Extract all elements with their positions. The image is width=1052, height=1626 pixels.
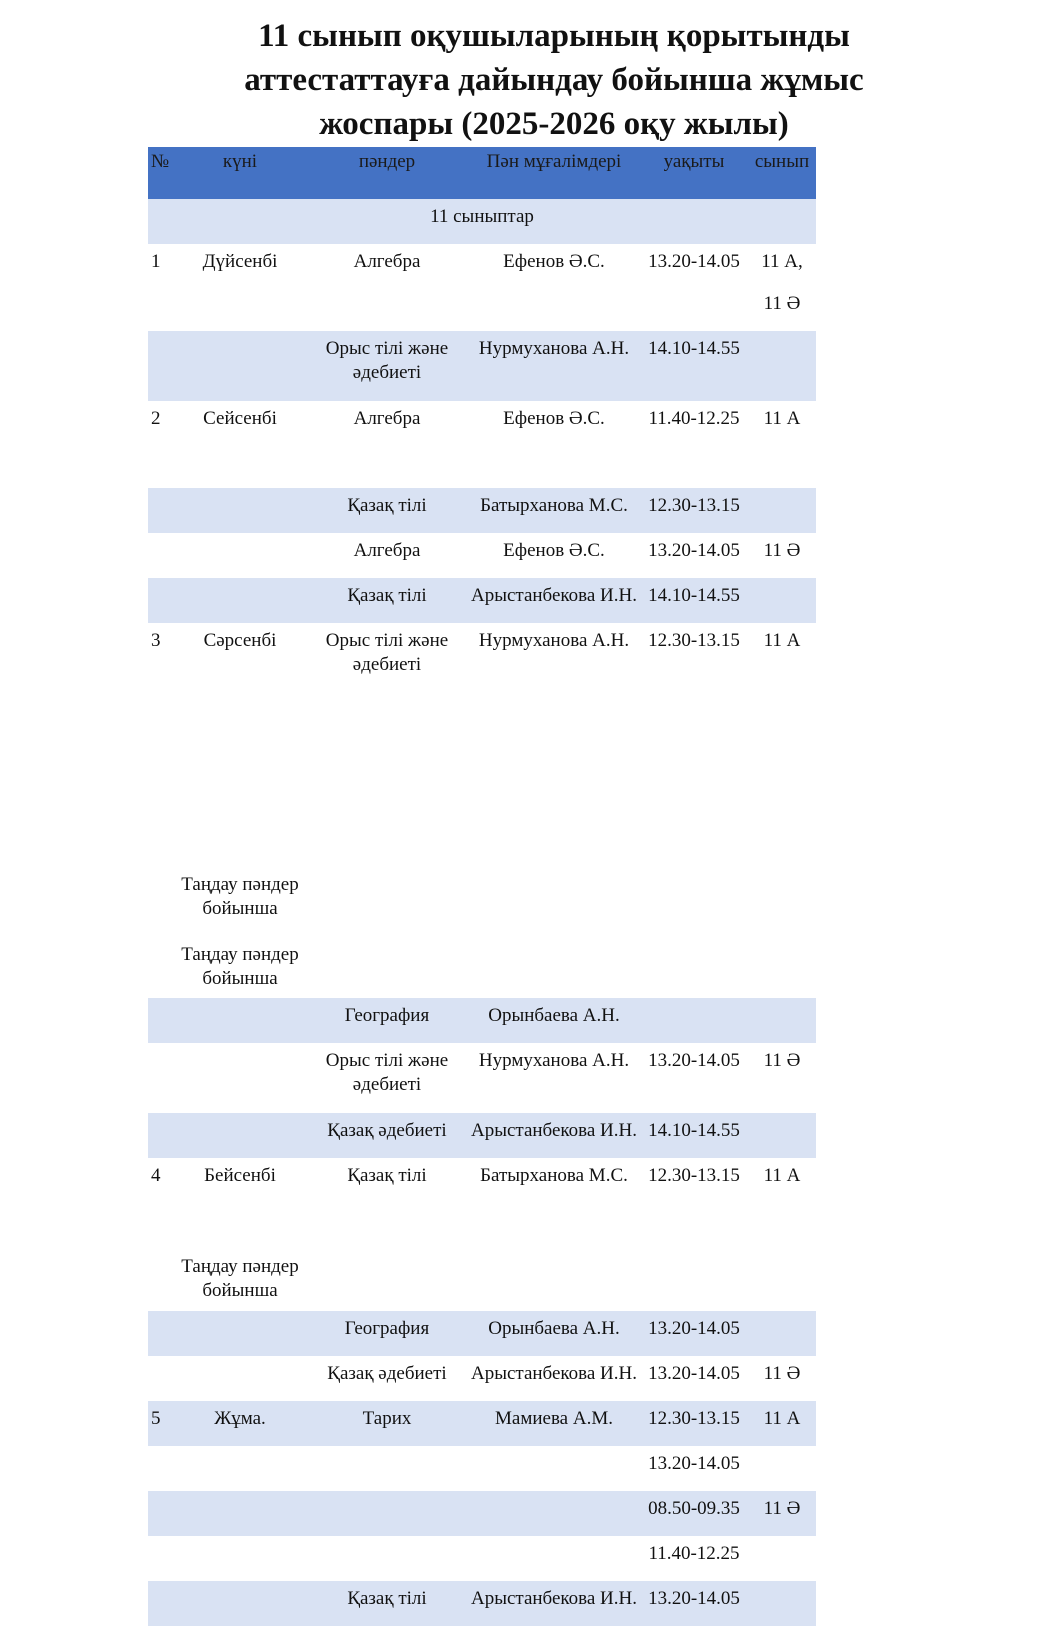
cell-teacher: Орынбаева А.Н. (488, 1005, 620, 1026)
cell-class: 11 А, (761, 251, 803, 272)
cell-teacher: Орынбаева А.Н. (488, 1318, 620, 1339)
cell-subject: Орыс тілі және әдебиеті (325, 338, 449, 383)
cell-subject: Алгебра (353, 408, 421, 429)
cell-teacher: Нурмуханова А.Н. (478, 338, 630, 359)
title-line-2: аттестаттауға дайындау бойынша жұмыс (244, 62, 864, 98)
header-class: сынып (754, 151, 810, 172)
header-num: № (151, 151, 170, 172)
cell-day: Таңдау пәндер бойынша (181, 944, 299, 989)
cell-class: 11 А (763, 1408, 801, 1429)
header-day: күні (222, 151, 258, 172)
table-row (148, 488, 816, 533)
cell-class: 11 Ә (763, 1498, 801, 1519)
table-row (148, 578, 816, 623)
cell-subject: География (344, 1318, 430, 1339)
title-line-1: 11 сынып оқушыларының қорытынды (258, 18, 850, 54)
cell-time: 11.40-12.25 (648, 1543, 740, 1564)
cell-time: 13.20-14.05 (648, 1318, 740, 1339)
table-row (148, 1581, 816, 1626)
cell-class: 11 Ә (763, 540, 801, 561)
cell-subject: Қазақ әдебиеті (327, 1120, 447, 1141)
cell-day: Жұма. (214, 1408, 266, 1429)
cell-subject: Алгебра (353, 251, 421, 272)
table-row (148, 1536, 816, 1581)
table-row (148, 1446, 816, 1491)
cell-time: 13.20-14.05 (648, 1363, 740, 1384)
header-teacher: Пән мұғалімдері (486, 151, 622, 172)
cell-subject: Қазақ тілі (347, 495, 427, 516)
cell-teacher: Арыстанбекова И.Н. (470, 1120, 638, 1141)
cell-teacher: Нурмуханова А.Н. (478, 630, 630, 651)
cell-class: 11 А (763, 1165, 801, 1186)
cell-class: 11 Ә (763, 1050, 801, 1071)
cell-teacher: Ефенов Ә.С. (503, 251, 605, 272)
table-row (148, 1311, 816, 1356)
cell-teacher: Арыстанбекова И.Н. (470, 1588, 638, 1609)
cell-subject: География (344, 1005, 430, 1026)
cell-time: 13.20-14.05 (648, 1453, 740, 1474)
cell-time: 14.10-14.55 (648, 338, 740, 359)
table-row (148, 998, 816, 1043)
table-row (148, 1401, 816, 1446)
cell-class: 11 А (763, 630, 801, 651)
cell-day: Сәрсенбі (203, 630, 277, 651)
cell-time: 12.30-13.15 (648, 1165, 740, 1186)
section-row (148, 199, 816, 244)
table-row (148, 793, 816, 943)
header-time: уақыты (663, 151, 725, 172)
table-row (148, 623, 816, 793)
table-row (148, 1356, 816, 1401)
cell-num: 4 (151, 1165, 161, 1186)
cell-num: 2 (151, 408, 161, 429)
cell-subject: Қазақ тілі (347, 585, 427, 606)
cell-teacher: Батырханова М.С. (480, 495, 628, 516)
cell-num: 5 (151, 1408, 161, 1429)
cell-time: 08.50-09.35 (648, 1498, 740, 1519)
cell-teacher: Ефенов Ә.С. (503, 540, 605, 561)
cell-day: Сейсенбі (203, 408, 277, 429)
table-row (148, 244, 816, 331)
cell-teacher: Арыстанбекова И.Н. (470, 1363, 638, 1384)
cell-subject: Қазақ тілі (347, 1165, 427, 1186)
cell-teacher: Арыстанбекова И.Н. (470, 585, 638, 606)
cell-num: 1 (151, 251, 161, 272)
cell-teacher: Батырханова М.С. (480, 1165, 628, 1186)
cell-time: 13.20-14.05 (648, 251, 740, 272)
title-line-3: жоспары (2025-2026 оқу жылы) (319, 106, 789, 142)
cell-time: 14.10-14.55 (648, 1120, 740, 1141)
cell-time: 12.30-13.15 (648, 495, 740, 516)
cell-class: 11 А (763, 408, 801, 429)
cell-time: 13.20-14.05 (648, 1050, 740, 1071)
cell-day: Таңдау пәндер бойынша (181, 874, 299, 919)
section-label: 11 сыныптар (430, 206, 534, 227)
cell-time: 13.20-14.05 (648, 540, 740, 561)
cell-teacher: Мамиева А.М. (495, 1408, 613, 1429)
cell-class: 11 Ә (763, 1363, 801, 1384)
table-row (148, 533, 816, 578)
cell-subject: Тарих (362, 1408, 412, 1429)
table-row (148, 1243, 816, 1311)
table-row (148, 943, 816, 998)
cell-subject: Орыс тілі және әдебиеті (325, 1050, 449, 1095)
schedule-table (148, 147, 816, 1626)
table-row (148, 331, 816, 401)
cell-time: 14.10-14.55 (648, 585, 740, 606)
table-row (148, 1491, 816, 1536)
cell-day: Бейсенбі (204, 1165, 276, 1186)
table-row (148, 1043, 816, 1113)
cell-subject: Қазақ әдебиеті (327, 1363, 447, 1384)
cell-teacher: Нурмуханова А.Н. (478, 1050, 630, 1071)
table-row (148, 1158, 816, 1243)
cell-day: Таңдау пәндер бойынша (181, 1256, 299, 1301)
table-row (148, 401, 816, 488)
cell-time: 13.20-14.05 (648, 1588, 740, 1609)
cell-num: 3 (151, 630, 161, 651)
cell-time: 12.30-13.15 (648, 630, 740, 651)
cell-subject: Орыс тілі және әдебиеті (325, 630, 449, 675)
table-header-row (148, 147, 816, 199)
page-title (148, 14, 960, 146)
header-subject: пәндер (358, 151, 416, 172)
cell-day: Дүйсенбі (202, 251, 278, 272)
cell-time: 11.40-12.25 (648, 408, 740, 429)
cell-class-second-line: 11 Ә (763, 293, 801, 314)
cell-teacher: Ефенов Ә.С. (503, 408, 605, 429)
table-row (148, 1113, 816, 1158)
cell-subject: Алгебра (353, 540, 421, 561)
cell-subject: Қазақ тілі (347, 1588, 427, 1609)
cell-time: 12.30-13.15 (648, 1408, 740, 1429)
